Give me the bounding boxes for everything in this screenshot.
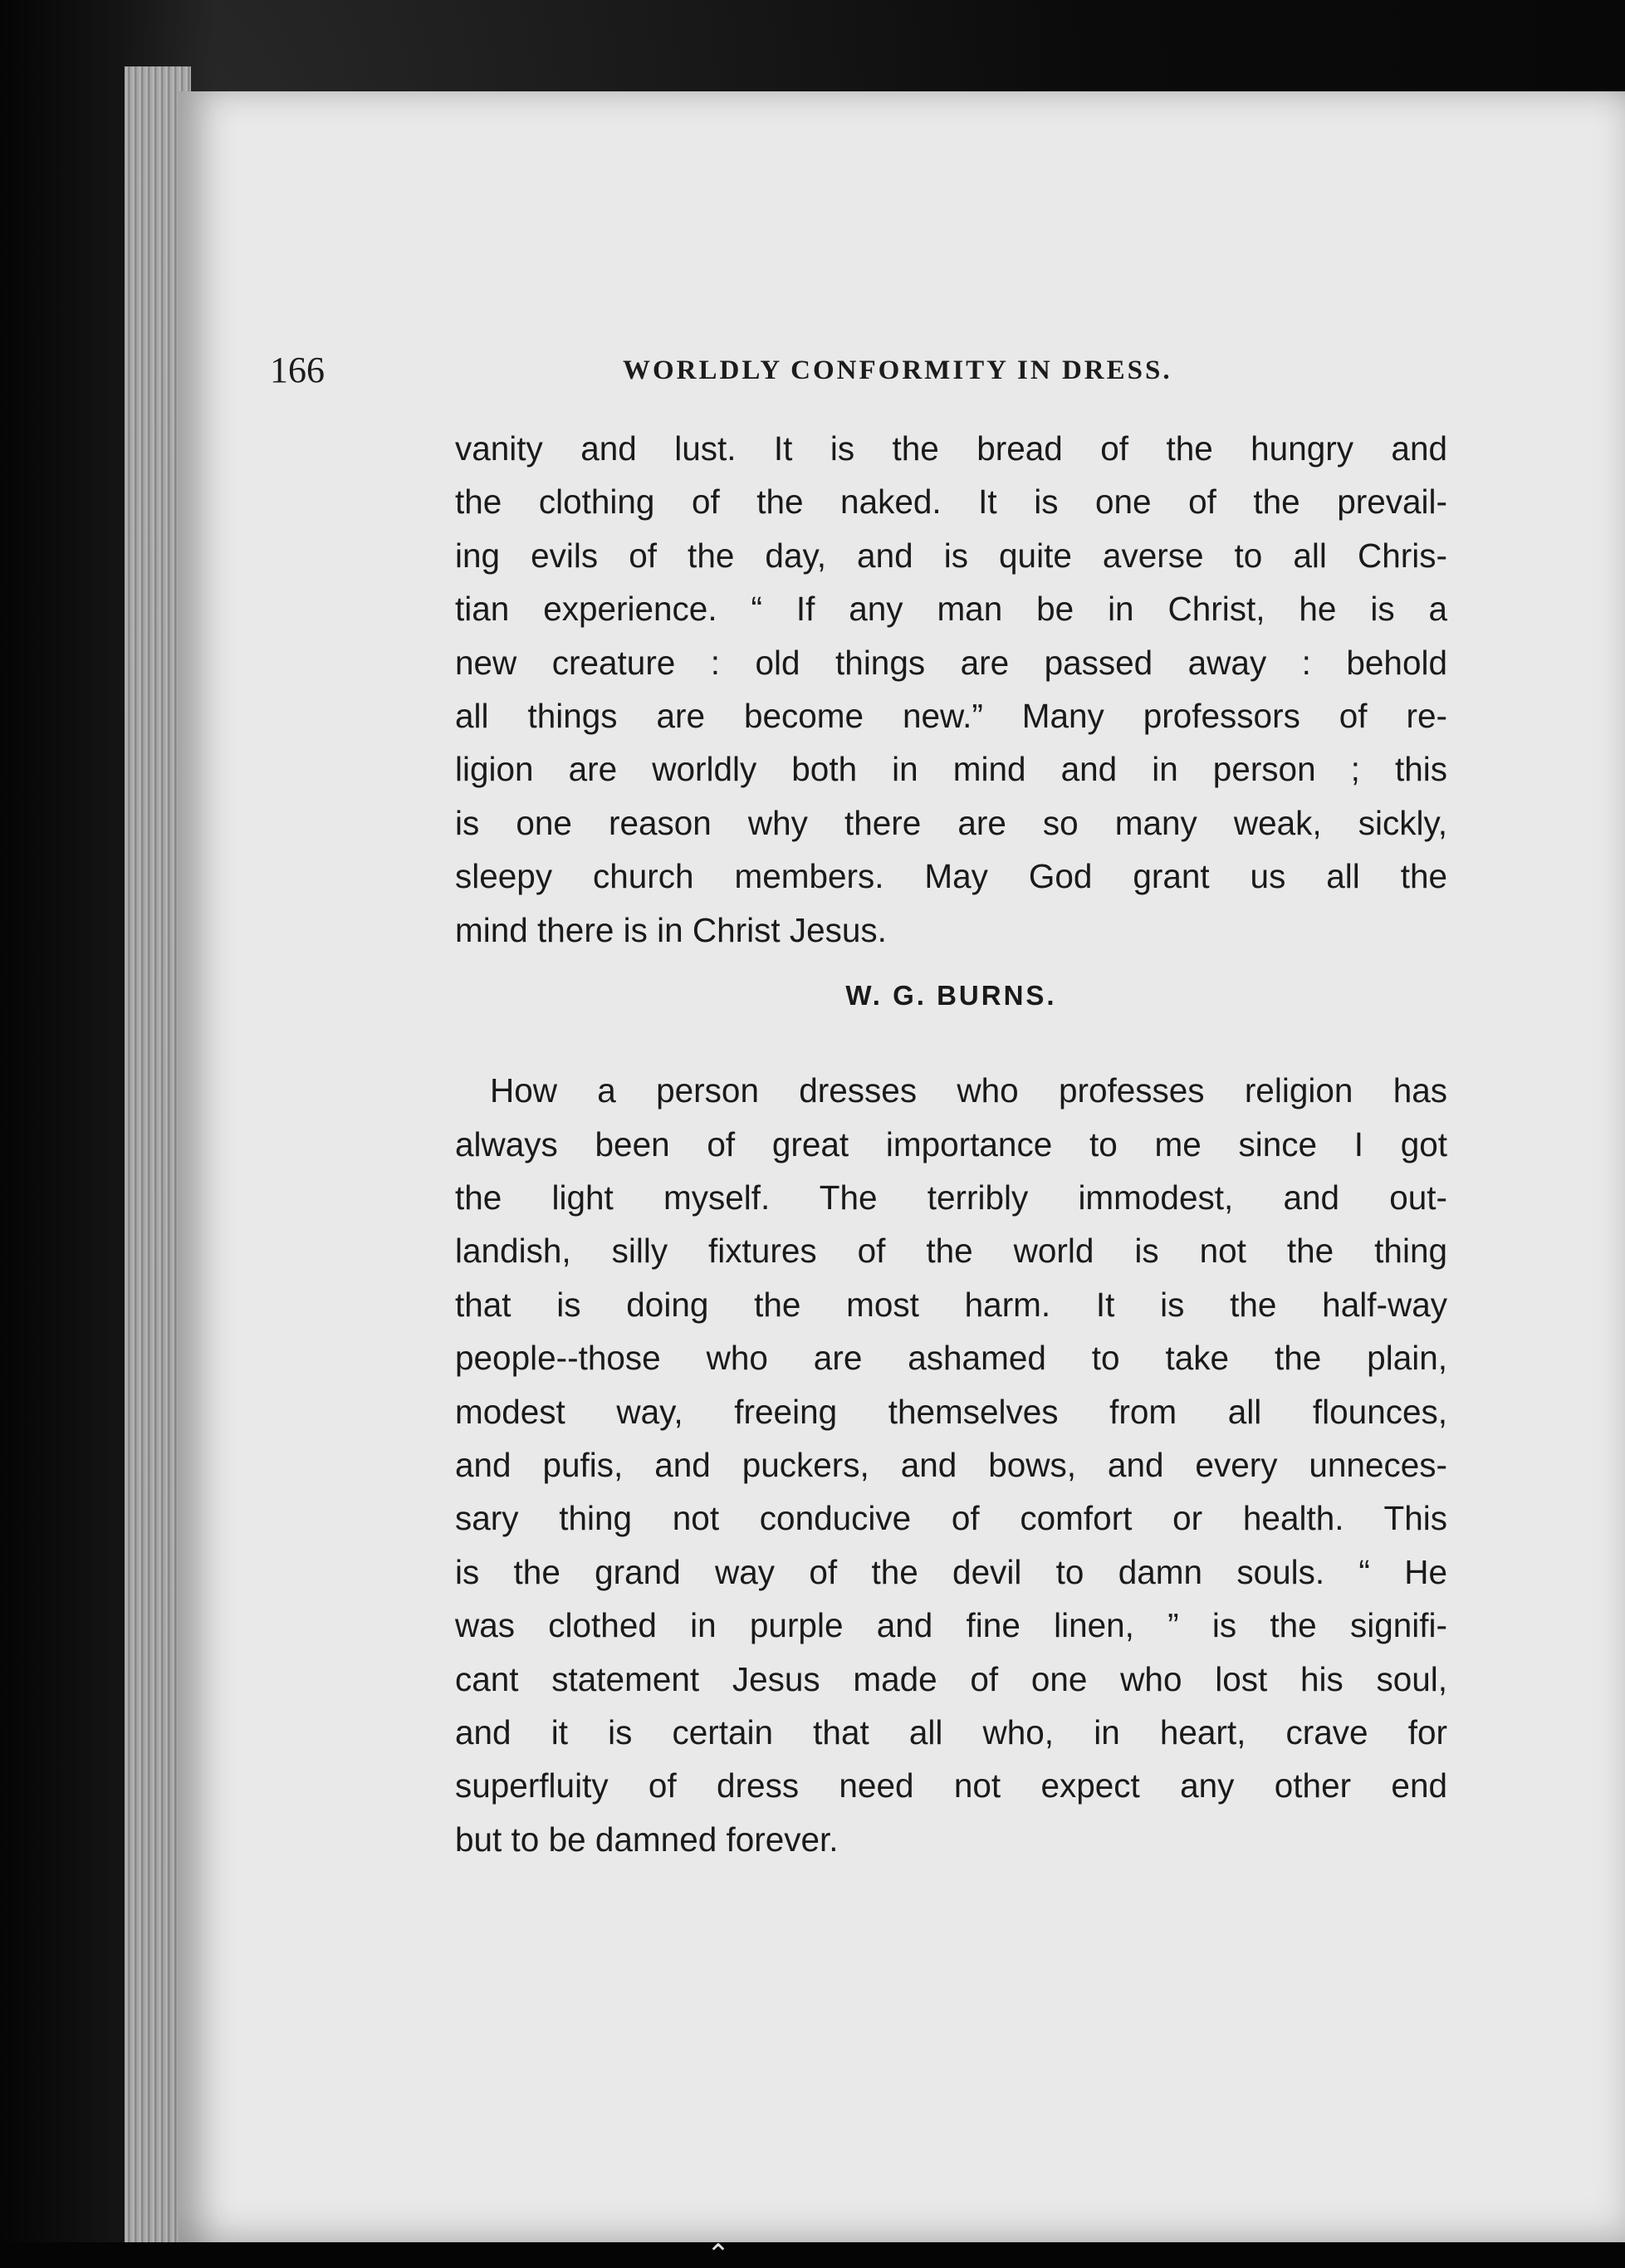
running-title: WORLDLY CONFORMITY IN DRESS. [623,355,1172,385]
text-line: new creature : old things are passed away : behold [455,643,1447,682]
text-line: How a person dresses who professes religion has [490,1071,1447,1110]
paragraph-1 [455,422,1447,957]
text-line: vanity and lust. It is the bread of the hungry and [455,429,1447,468]
text-line: but to be damned forever. [455,1820,839,1859]
text-line: ligion are worldly both in mind and in person ; this [455,750,1447,789]
text-line: is the grand way of the devil to damn souls. “ He [455,1552,1447,1591]
paragraph-2 [455,1064,1447,1866]
text-line: mind there is in Christ Jesus. [455,910,887,949]
text-line: the clothing of the naked. It is one of the prevail- [455,483,1447,522]
text-line: landish, silly fixtures of the world is not the thing [455,1232,1447,1271]
text-line: people--those who are ashamed to take the plain, [455,1339,1447,1378]
body-text [455,422,1447,1866]
text-line: always been of great importance to me since I got [455,1124,1447,1163]
text-line: sary thing not conducive of comfort or health. This [455,1499,1447,1538]
text-line: and it is certain that all who, in heart, crave for [455,1712,1447,1751]
text-line: and pufis, and puckers, and bows, and every unneces- [455,1446,1447,1485]
caret-up-icon: ⌃ [706,2239,731,2268]
text-line: modest way, freeing themselves from all flounces, [455,1392,1447,1431]
text-line: the light myself. The terribly immodest, and out- [455,1178,1447,1217]
text-line: was clothed in purple and fine linen, ” is the signifi- [455,1606,1447,1645]
text-line: superfluity of dress need not expect any other end [455,1766,1447,1805]
text-line: that is doing the most harm. It is the half-way [455,1285,1447,1324]
text-line: is one reason why there are so many weak, sickly, [455,803,1447,842]
text-line: sleepy church members. May God grant us all the [455,857,1447,896]
scan-bottom-edge [0,2239,1625,2268]
text-line: cant statement Jesus made of one who lost his soul, [455,1659,1447,1698]
running-head [270,340,1432,407]
author-byline: W. G. BURNS. [845,979,1057,1011]
text-line: all things are become new.” Many professors of re- [455,696,1447,735]
text-line: tian experience. “ If any man be in Christ, he is a [455,590,1447,629]
text-line: ing evils of the day, and is quite averse to all Chris- [455,536,1447,575]
page-number: 166 [270,350,325,390]
